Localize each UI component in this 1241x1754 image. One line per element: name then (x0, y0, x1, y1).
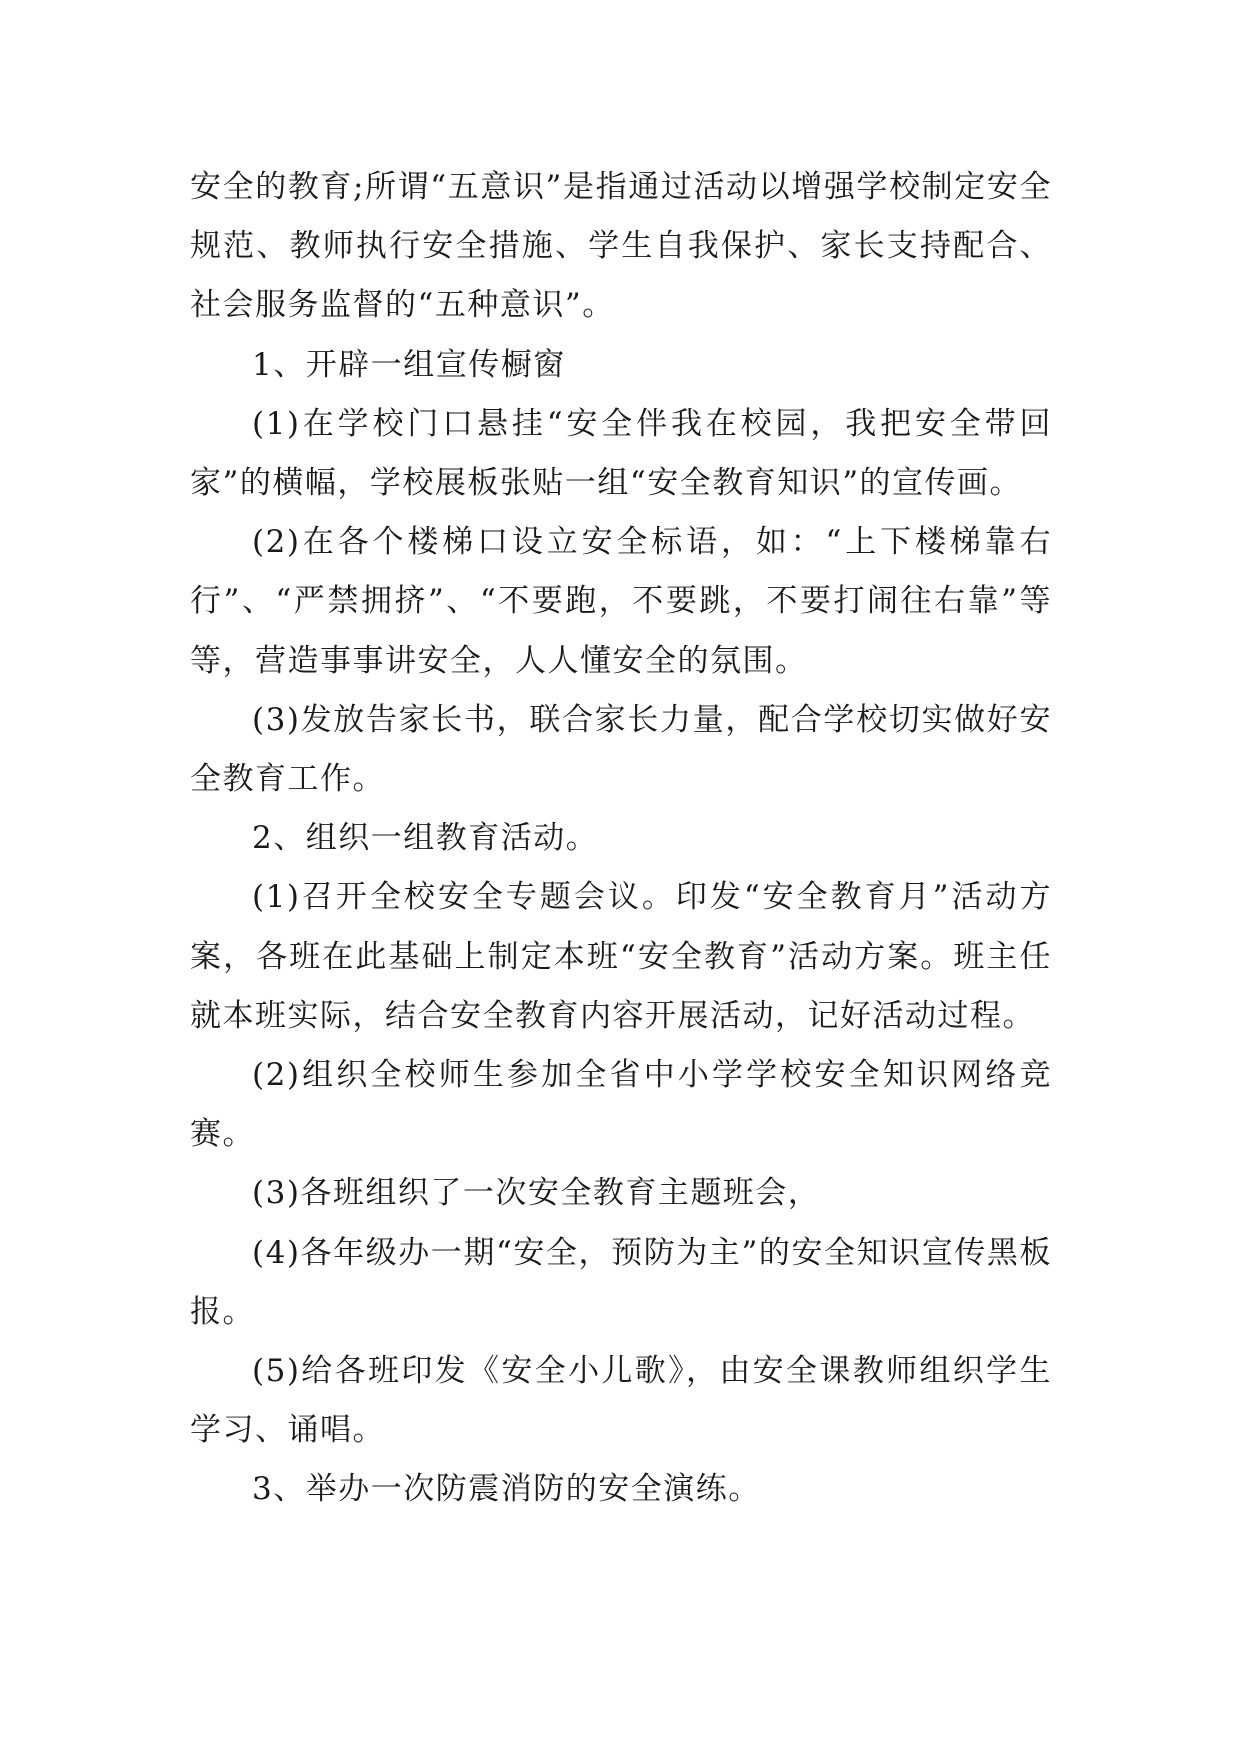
paragraph-2-3: (3)各班组织了一次安全教育主题班会， (252, 1175, 821, 1212)
section-heading-1: 1、开辟一组宣传橱窗 (252, 346, 566, 383)
paragraph-1-3: (3)发放告家长书，联合家长力量，配合学校切实做好安全教育工作。 (190, 701, 1052, 798)
paragraph-1-1: (1)在学校门口悬挂“安全伴我在校园，我把安全带回家”的横幅，学校展板张贴一组“安全教育知识”的宣传画。 (190, 405, 1052, 502)
section-heading-2: 2、组织一组教育活动。 (252, 820, 599, 857)
paragraph-2-1: (1)召开全校安全专题会议。印发“安全教育月”活动方案，各班在此基础上制定本班“安全教育”活动方案。班主任就本班实际，结合安全教育内容开展活动，记好活动过程。 (190, 879, 1052, 1034)
paragraph-1-2: (2)在各个楼梯口设立安全标语，如：“上下楼梯靠右行”、“严禁拥挤”、“不要跑，不要跳，不要打闹往右靠”等等，营造事事讲安全，人人懂安全的氛围。 (190, 524, 1052, 679)
paragraph-2-4: (4)各年级办一期“安全，预防为主”的安全知识宣传黑板报。 (190, 1234, 1052, 1330)
paragraph-intro: 安全的教育;所谓“五意识”是指通过活动以增强学校制定安全规范、教师执行安全措施、学生自我保护、家长支持配合、社会服务监督的“五种意识”。 (190, 169, 1052, 324)
paragraph-2-2: (2)组织全校师生参加全省中小学学校安全知识网络竞赛。 (190, 1057, 1052, 1153)
document-body (190, 158, 1052, 1520)
section-heading-3: 3、举办一次防震消防的安全演练。 (252, 1471, 761, 1508)
paragraph-2-5: (5)给各班印发《安全小儿歌》，由安全课教师组织学生学习、诵唱。 (190, 1353, 1052, 1449)
